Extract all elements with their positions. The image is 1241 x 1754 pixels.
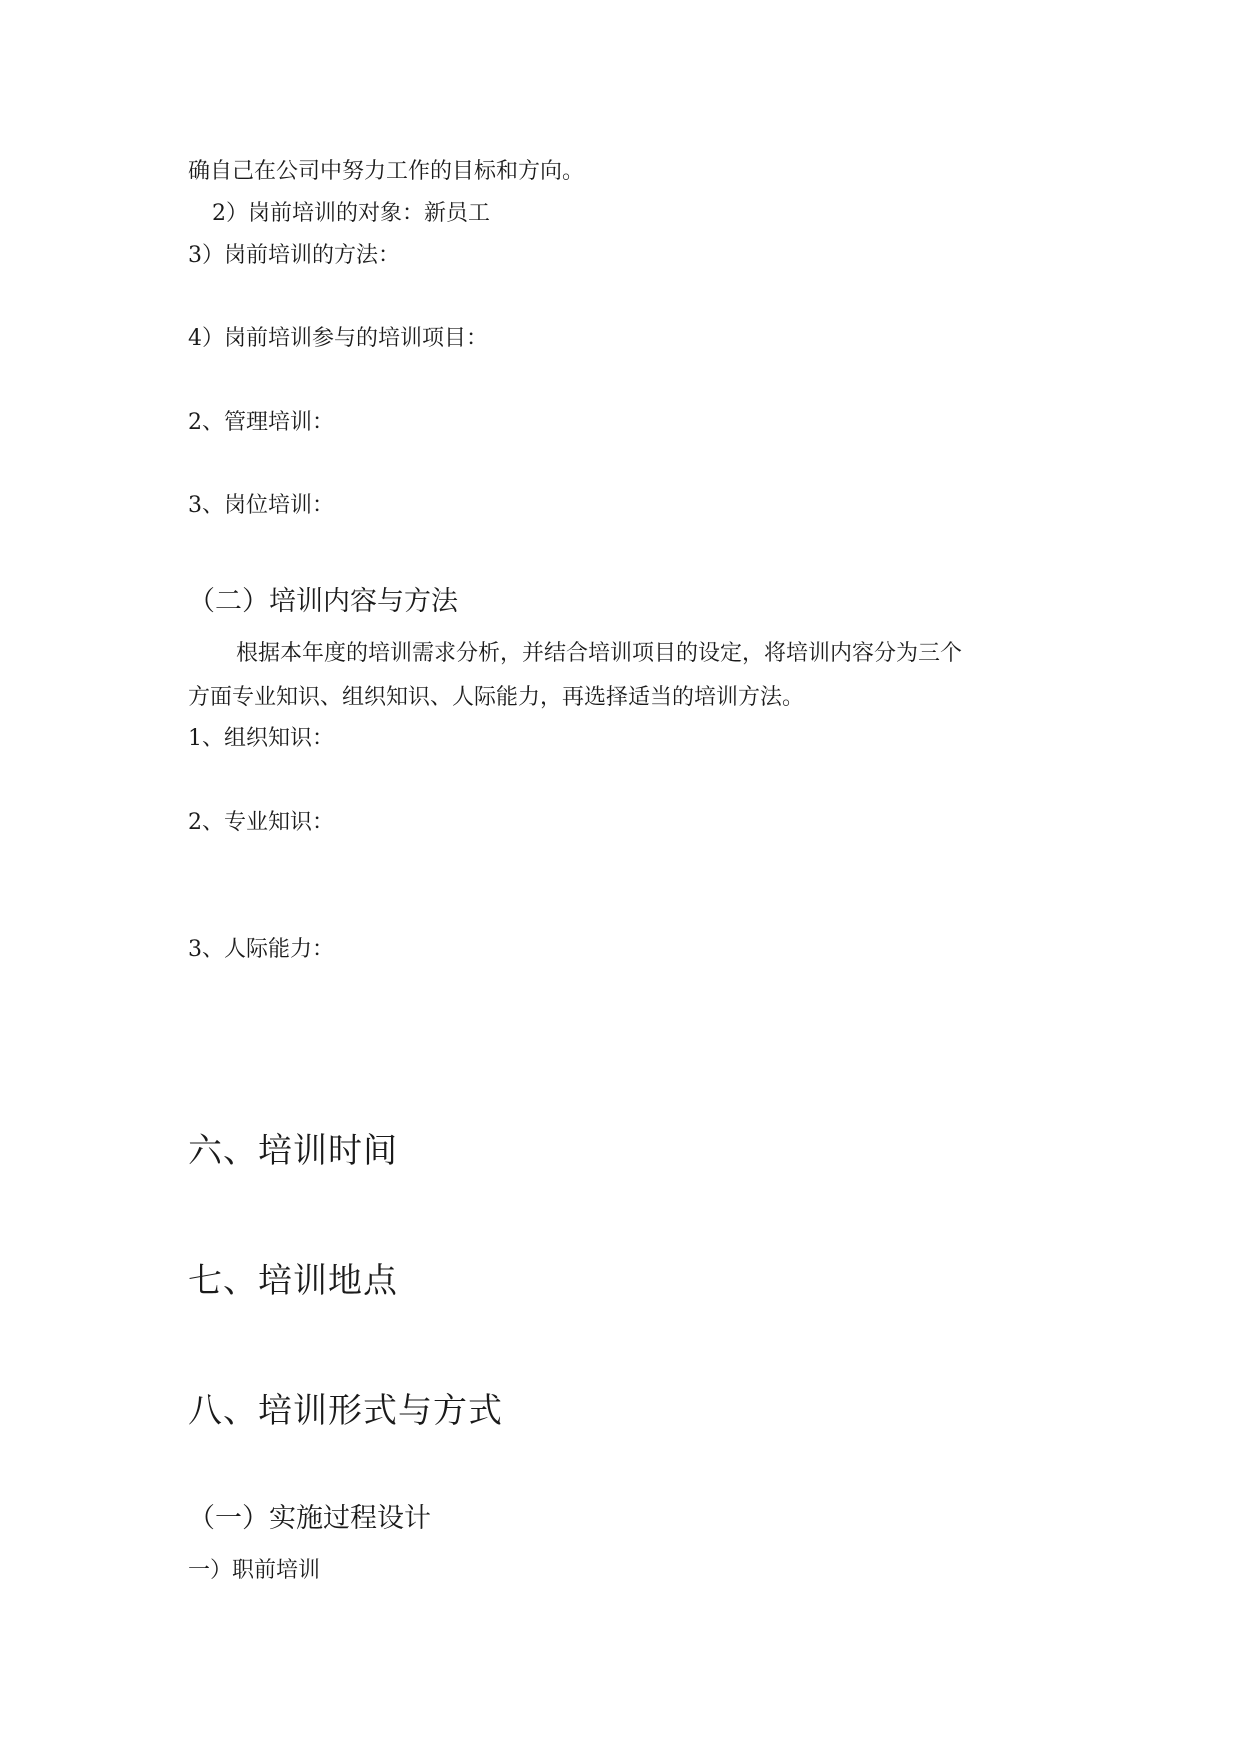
list-item-professional-knowledge: 2、专业知识： [188,810,334,835]
list-item-pre-job-training: 一）职前培训 [188,1558,321,1583]
heading-training-time: 六、培训时间 [188,1131,398,1171]
paragraph-line-1: 根据本年度的培训需求分析，并结合培训项目的设定，将培训内容分为三个 [236,641,963,666]
subheading-content-methods: （二）培训内容与方法 [188,586,458,617]
subheading-implementation-design: （一）实施过程设计 [188,1503,431,1534]
heading-training-form: 八、培训形式与方式 [188,1391,503,1431]
list-item-organizational-knowledge: 1、组织知识： [188,726,334,751]
paragraph-continuation: 确自己在公司中努力工作的目标和方向。 [188,159,585,184]
heading-training-location: 七、培训地点 [188,1261,398,1301]
list-item-interpersonal-skills: 3、人际能力： [188,937,334,962]
list-item-training-method: 3）岗前培训的方法： [188,243,400,268]
paragraph-line-2: 方面专业知识、组织知识、人际能力，再选择适当的培训方法。 [188,685,805,710]
list-item-management-training: 2、管理培训： [188,410,334,435]
list-item-training-projects: 4）岗前培训参与的培训项目： [188,326,488,351]
list-item-training-target: 2）岗前培训的对象：新员工 [212,201,490,226]
list-item-position-training: 3、岗位培训： [188,493,334,518]
